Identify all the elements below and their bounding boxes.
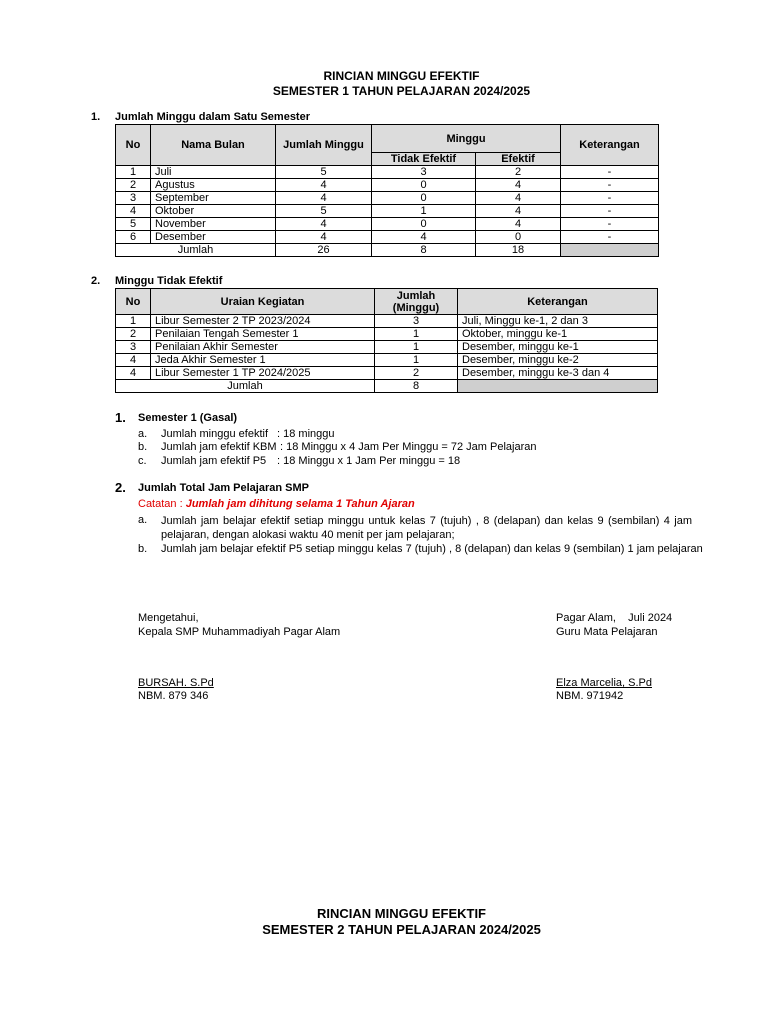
table-cell: 3 bbox=[375, 315, 458, 328]
table-total-row bbox=[116, 380, 658, 393]
table-cell: - bbox=[561, 218, 659, 231]
table-cell: - bbox=[561, 231, 659, 244]
section-number: 1. bbox=[91, 111, 101, 123]
table-cell: Desember, minggu ke-2 bbox=[458, 354, 658, 367]
table-cell: 5 bbox=[276, 166, 372, 179]
table-cell: 4 bbox=[276, 218, 372, 231]
list-item-text: Jumlah jam belajar efektif P5 setiap minggu kelas 7 (tujuh) , 8 (delapan) dan kelas 9 (sembilan) 1 jam pelajaran bbox=[161, 543, 703, 555]
item-label: Jumlah jam efektif KBM bbox=[161, 441, 277, 453]
document-title: RINCIAN MINGGU EFEKTIF bbox=[323, 69, 480, 83]
page2-title: RINCIAN MINGGU EFEKTIF bbox=[317, 906, 486, 921]
table-row bbox=[116, 166, 659, 179]
page2-subtitle: SEMESTER 2 TAHUN PELAJARAN 2024/2025 bbox=[262, 922, 541, 937]
table-cell: 8 bbox=[372, 244, 476, 257]
column-header: Tidak Efektif bbox=[372, 153, 476, 166]
signature-right-nbm: NBM. 971942 bbox=[556, 690, 624, 702]
table-cell: Penilaian Akhir Semester bbox=[151, 341, 375, 354]
table-row bbox=[116, 315, 658, 328]
column-header: Nama Bulan bbox=[151, 125, 276, 166]
header-line: Jumlah bbox=[396, 289, 436, 302]
section-heading: Minggu Tidak Efektif bbox=[115, 275, 223, 287]
signature-right-place-date: Pagar Alam, Juli 2024 bbox=[556, 612, 673, 624]
item-value: : 18 Minggu x 1 Jam Per minggu = 18 bbox=[277, 455, 461, 467]
list-letter: a. bbox=[138, 428, 148, 440]
table-cell: 5 bbox=[116, 218, 151, 231]
table-cell: Oktober bbox=[151, 205, 276, 218]
table-header-row bbox=[116, 289, 658, 315]
table-cell: Desember, minggu ke-1 bbox=[458, 341, 658, 354]
list-number: 2. bbox=[115, 480, 126, 495]
table-cell: Desember, minggu ke-3 dan 4 bbox=[458, 367, 658, 380]
table-cell: 2 bbox=[375, 367, 458, 380]
table-cell: 1 bbox=[116, 166, 151, 179]
table-cell: 3 bbox=[116, 341, 151, 354]
table-row bbox=[116, 218, 659, 231]
table-cell: 0 bbox=[372, 192, 476, 205]
list-item-text: Jumlah jam belajar efektif setiap minggu untuk kelas 7 (tujuh) , 8 (delapan) dan kelas 9 (sembilan) 4 jam pelajaran, dengan alokasi waktu 40 menit per jam pelajaran; bbox=[161, 515, 692, 541]
table-cell: 1 bbox=[116, 315, 151, 328]
table-row bbox=[116, 341, 658, 354]
table-row bbox=[116, 354, 658, 367]
table-cell: Juli, Minggu ke-1, 2 dan 3 bbox=[458, 315, 658, 328]
summary-heading: Semester 1 (Gasal) bbox=[138, 412, 238, 424]
shaded-cell bbox=[561, 244, 659, 257]
table-cell: 2 bbox=[116, 179, 151, 192]
table-cell: 1 bbox=[372, 205, 476, 218]
signature-left-nbm: NBM. 879 346 bbox=[138, 690, 209, 702]
summary-heading: Jumlah Total Jam Pelajaran SMP bbox=[138, 482, 309, 494]
list-letter: a. bbox=[138, 514, 148, 526]
table-row bbox=[116, 179, 659, 192]
table-cell: 4 bbox=[476, 179, 561, 192]
table-cell: 1 bbox=[375, 354, 458, 367]
non-effective-weeks-table bbox=[115, 288, 658, 393]
table-cell: Libur Semester 2 TP 2023/2024 bbox=[151, 315, 375, 328]
shaded-cell bbox=[458, 380, 658, 393]
table-cell: September bbox=[151, 192, 276, 205]
table-cell: 6 bbox=[116, 231, 151, 244]
table-cell: 4 bbox=[116, 205, 151, 218]
table-header-row bbox=[116, 125, 659, 153]
table-cell: 26 bbox=[276, 244, 372, 257]
column-header: No bbox=[116, 289, 151, 315]
table-cell: 4 bbox=[372, 231, 476, 244]
total-label: Jumlah bbox=[116, 380, 375, 393]
document-subtitle: SEMESTER 1 TAHUN PELAJARAN 2024/2025 bbox=[272, 84, 531, 98]
list-letter: b. bbox=[138, 543, 148, 555]
column-header: Keterangan bbox=[458, 289, 658, 315]
column-header: Uraian Kegiatan bbox=[151, 289, 375, 315]
table-cell: 4 bbox=[276, 192, 372, 205]
item-label: Jumlah jam efektif P5 bbox=[161, 455, 267, 467]
note-text: Jumlah jam dihitung selama 1 Tahun Ajaran bbox=[185, 498, 415, 510]
column-header: Keterangan bbox=[561, 125, 659, 166]
column-header: Efektif bbox=[476, 153, 561, 166]
table-row bbox=[116, 231, 659, 244]
table-cell: - bbox=[561, 166, 659, 179]
column-header: No bbox=[116, 125, 151, 166]
table-total-row bbox=[116, 244, 659, 257]
table-cell: 8 bbox=[375, 380, 458, 393]
section-heading: Jumlah Minggu dalam Satu Semester bbox=[115, 111, 310, 123]
table-cell: 3 bbox=[372, 166, 476, 179]
table-cell: 4 bbox=[476, 218, 561, 231]
table-cell: 2 bbox=[116, 328, 151, 341]
table-cell: 0 bbox=[372, 218, 476, 231]
list-letter: c. bbox=[138, 455, 147, 467]
table-cell: - bbox=[561, 205, 659, 218]
list-number: 1. bbox=[115, 410, 126, 425]
table-cell: Agustus bbox=[151, 179, 276, 192]
table-cell: 4 bbox=[276, 231, 372, 244]
table-cell: 4 bbox=[116, 354, 151, 367]
table-cell: 4 bbox=[476, 205, 561, 218]
signature-right-position: Guru Mata Pelajaran bbox=[556, 626, 658, 638]
table-row bbox=[116, 205, 659, 218]
column-header: Minggu bbox=[372, 125, 561, 153]
table-row bbox=[116, 367, 658, 380]
weeks-per-semester-table bbox=[115, 124, 659, 257]
column-header bbox=[375, 289, 458, 315]
table-cell: Juli bbox=[151, 166, 276, 179]
table-cell: 0 bbox=[476, 231, 561, 244]
signature-left-position: Kepala SMP Muhammadiyah Pagar Alam bbox=[138, 626, 341, 638]
signature-left-name: BURSAH. S.Pd bbox=[138, 677, 214, 689]
item-value: : 18 Minggu x 4 Jam Per Minggu = 72 Jam Pelajaran bbox=[280, 441, 537, 453]
table-cell: 2 bbox=[476, 166, 561, 179]
table-cell: 4 bbox=[476, 192, 561, 205]
signature-left-line1: Mengetahui, bbox=[138, 612, 199, 624]
item-value: : 18 minggu bbox=[277, 428, 335, 440]
table-cell: 18 bbox=[476, 244, 561, 257]
table-row bbox=[116, 328, 658, 341]
table-cell: 1 bbox=[375, 328, 458, 341]
table-cell: Desember bbox=[151, 231, 276, 244]
table-row bbox=[116, 192, 659, 205]
note bbox=[138, 498, 415, 511]
table-cell: Jeda Akhir Semester 1 bbox=[151, 354, 375, 367]
item-label: Jumlah minggu efektif bbox=[161, 428, 268, 440]
section-number: 2. bbox=[91, 275, 101, 287]
table-cell: 0 bbox=[372, 179, 476, 192]
table-cell: Oktober, minggu ke-1 bbox=[458, 328, 658, 341]
signature-right-name: Elza Marcelia, S.Pd bbox=[556, 677, 652, 689]
column-header: Jumlah Minggu bbox=[276, 125, 372, 166]
table-cell: 4 bbox=[276, 179, 372, 192]
table-cell: 1 bbox=[375, 341, 458, 354]
total-label: Jumlah bbox=[116, 244, 276, 257]
table-cell: Libur Semester 1 TP 2024/2025 bbox=[151, 367, 375, 380]
table-cell: 3 bbox=[116, 192, 151, 205]
note-label: Catatan : bbox=[138, 498, 186, 510]
table-cell: November bbox=[151, 218, 276, 231]
table-cell: 5 bbox=[276, 205, 372, 218]
header-line: (Minggu) bbox=[392, 301, 440, 314]
list-letter: b. bbox=[138, 441, 148, 453]
table-cell: - bbox=[561, 192, 659, 205]
table-cell: Penilaian Tengah Semester 1 bbox=[151, 328, 375, 341]
table-cell: 4 bbox=[116, 367, 151, 380]
table-cell: - bbox=[561, 179, 659, 192]
